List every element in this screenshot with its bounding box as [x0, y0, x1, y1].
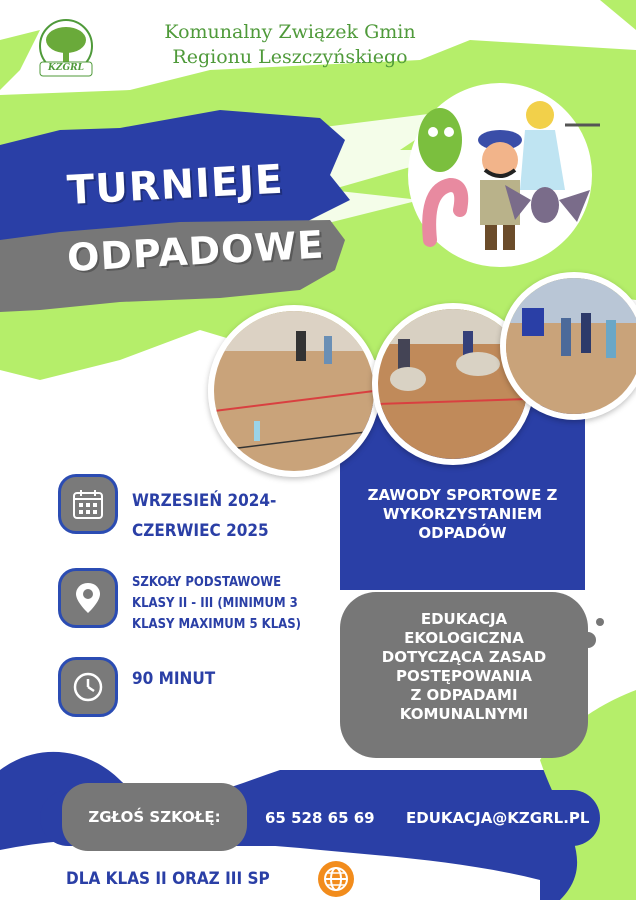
org-name-line2: Regionu Leszczyńskiego [172, 46, 408, 68]
clock-icon-badge [58, 657, 118, 717]
location-icon-badge [58, 568, 118, 628]
schools-text [132, 572, 301, 635]
panel-line1: ZAWODY SPORTOWE Z [367, 486, 558, 504]
title-line1: TURNIEJE [66, 156, 285, 214]
calendar-icon [71, 487, 105, 521]
register-school-pill [62, 783, 247, 851]
date-range-text [132, 486, 276, 546]
organization-name [125, 20, 455, 70]
calendar-icon-badge [58, 474, 118, 534]
card-line6: KOMUNALNYMI [399, 705, 529, 723]
card-line1: EDUKACJA [420, 610, 508, 628]
date-line1: WRZESIEŃ 2024- [132, 491, 277, 511]
mascot-characters-illustration [405, 90, 600, 260]
clock-icon [71, 670, 105, 704]
panel-line2: WYKORZYSTANIEM [382, 505, 543, 523]
date-line2: CZERWIEC 2025 [132, 521, 269, 541]
email-address[interactable]: EDUKACJA@KZGRL.PL [406, 809, 590, 827]
card-line5: Z ODPADAMI [410, 686, 518, 704]
schools-line2: KLASY II - III (MINIMUM 3 [132, 596, 298, 611]
org-name-line1: Komunalny Związek Gmin [164, 21, 416, 43]
register-school-label: ZGŁOŚ SZKOŁĘ: [88, 808, 221, 826]
location-pin-icon [73, 581, 103, 615]
sports-competition-text [345, 486, 580, 543]
ecology-education-card [340, 592, 588, 758]
card-line2: EKOLOGICZNA [404, 629, 524, 647]
footer-tagline: DLA KLAS II ORAZ III SP [66, 869, 270, 889]
globe-icon [322, 865, 350, 893]
photo-gym-3 [500, 272, 636, 420]
panel-line3: ODPADÓW [418, 524, 507, 542]
duration-text: 90 MINUT [132, 669, 216, 689]
title-line2: ODPADOWE [66, 222, 326, 280]
photo-gym-1 [208, 305, 380, 477]
schools-line1: SZKOŁY PODSTAWOWE [132, 575, 282, 590]
logo-text: KZGRL [48, 63, 84, 73]
phone-number[interactable]: 65 528 65 69 [265, 809, 375, 827]
card-line4: POSTĘPOWANIA [396, 667, 532, 685]
kzgrl-logo [28, 18, 104, 80]
card-line3: DOTYCZĄCA ZASAD [381, 648, 547, 666]
schools-line3: KLASY MAXIMUM 5 KLAS) [132, 617, 301, 632]
globe-icon-badge[interactable] [318, 861, 354, 897]
